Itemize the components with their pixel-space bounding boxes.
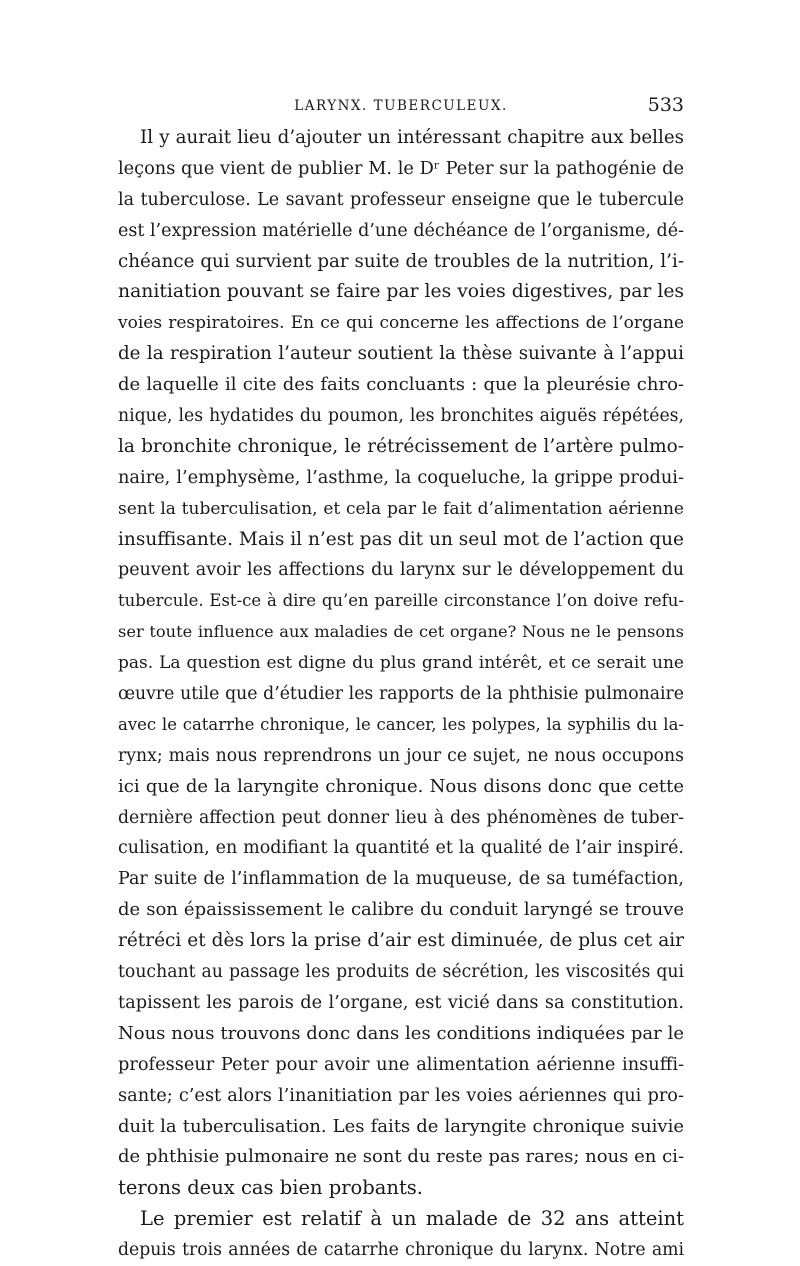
text-line: peuvent avoir les affections du larynx sur le développement du <box>118 560 684 581</box>
page-header <box>118 94 684 122</box>
text-line: sent la tuberculisation, et cela par le fait d’alimentation aérienne <box>118 498 684 519</box>
text-line: de son épaississement le calibre du conduit laryngé se trouve <box>118 899 684 921</box>
text-line: Nous nous trouvons donc dans les conditions indiquées par le <box>118 1022 684 1044</box>
text-line: pas. La question est digne du plus grand intérêt, et ce serait une <box>118 653 684 674</box>
text-line: leçons que vient de publier M. le Dʳ Peter sur la pathogénie de <box>118 158 684 179</box>
text-line: naire, l’emphysème, l’asthme, la coqueluche, la grippe produi- <box>118 467 684 488</box>
text-line: nique, les hydatides du poumon, les bronchites aiguës répétées, <box>118 406 684 427</box>
text-line: de laquelle il cite des faits concluants : que la pleurésie chro- <box>118 374 684 396</box>
text-line: Il y aurait lieu d’ajouter un intéressant chapitre aux belles <box>140 127 684 148</box>
page-number: 533 <box>647 94 684 116</box>
text-line: depuis trois années de catarrhe chronique du larynx. Notre ami <box>118 1240 684 1261</box>
running-title: LARYNX. TUBERCULEUX. <box>294 98 508 114</box>
text-line: terons deux cas bien probants. <box>118 1176 424 1200</box>
text-line: de phthisie pulmonaire ne sont du reste pas rares; nous en ci- <box>118 1146 684 1168</box>
text-line: de la respiration l’auteur soutient la thèse suivante à l’appui <box>118 343 684 365</box>
text-line: nanitiation pouvant se faire par les voies digestives, par les <box>118 281 684 303</box>
text-line: Le premier est relatif à un malade de 32 ans atteint <box>140 1207 684 1231</box>
text-line: duit la tuberculisation. Les faits de laryngite chronique suivie <box>118 1115 684 1137</box>
text-line: dernière affection peut donner lieu à des phénomènes de tuber- <box>118 807 684 828</box>
text-line: sante; c’est alors l’inanitiation par les voies aériennes qui pro- <box>118 1085 684 1106</box>
body-text <box>118 123 684 1266</box>
text-line: culisation, en modifiant la quantité et la qualité de l’air inspiré. <box>118 838 684 859</box>
text-line: insuffisante. Mais il n’est pas dit un seul mot de l’action que <box>118 528 684 550</box>
text-line: rynx; mais nous reprendrons un jour ce sujet, ne nous occupons <box>118 745 684 766</box>
text-line: chéance qui survient par suite de troubles de la nutrition, l’i- <box>118 250 684 272</box>
text-line: Par suite de l’inflammation de la muqueuse, de sa tuméfaction, <box>118 869 684 890</box>
text-line: tapissent les parois de l’organe, est vicié dans sa constitution. <box>118 992 684 1013</box>
text-line: la bronchite chronique, le rétrécissement de l’artère pulmo- <box>118 435 684 457</box>
text-line: avec le catarrhe chronique, le cancer, les polypes, la syphilis du la- <box>118 714 684 734</box>
text-line: est l’expression matérielle d’une déchéance de l’organisme, dé- <box>118 220 684 241</box>
text-line: rétréci et dès lors la prise d’air est diminuée, de plus cet air <box>118 930 684 952</box>
text-line: la tuberculose. Le savant professeur enseigne que le tubercule <box>118 189 684 210</box>
text-line: ser toute influence aux maladies de cet organe? Nous ne le pensons <box>118 622 684 642</box>
text-line: professeur Peter pour avoir une alimentation aérienne insuffi- <box>118 1054 684 1075</box>
text-line: tubercule. Est-ce à dire qu’en pareille circonstance l’on doive refu- <box>118 591 684 611</box>
text-line: touchant au passage les produits de sécrétion, les viscosités qui <box>118 962 684 983</box>
text-line: œuvre utile que d’étudier les rapports de la phthisie pulmonaire <box>118 684 684 705</box>
text-line: voies respiratoires. En ce qui concerne les affections de l’organe <box>118 313 684 334</box>
text-line: ici que de la laryngite chronique. Nous disons donc que cette <box>118 775 684 797</box>
